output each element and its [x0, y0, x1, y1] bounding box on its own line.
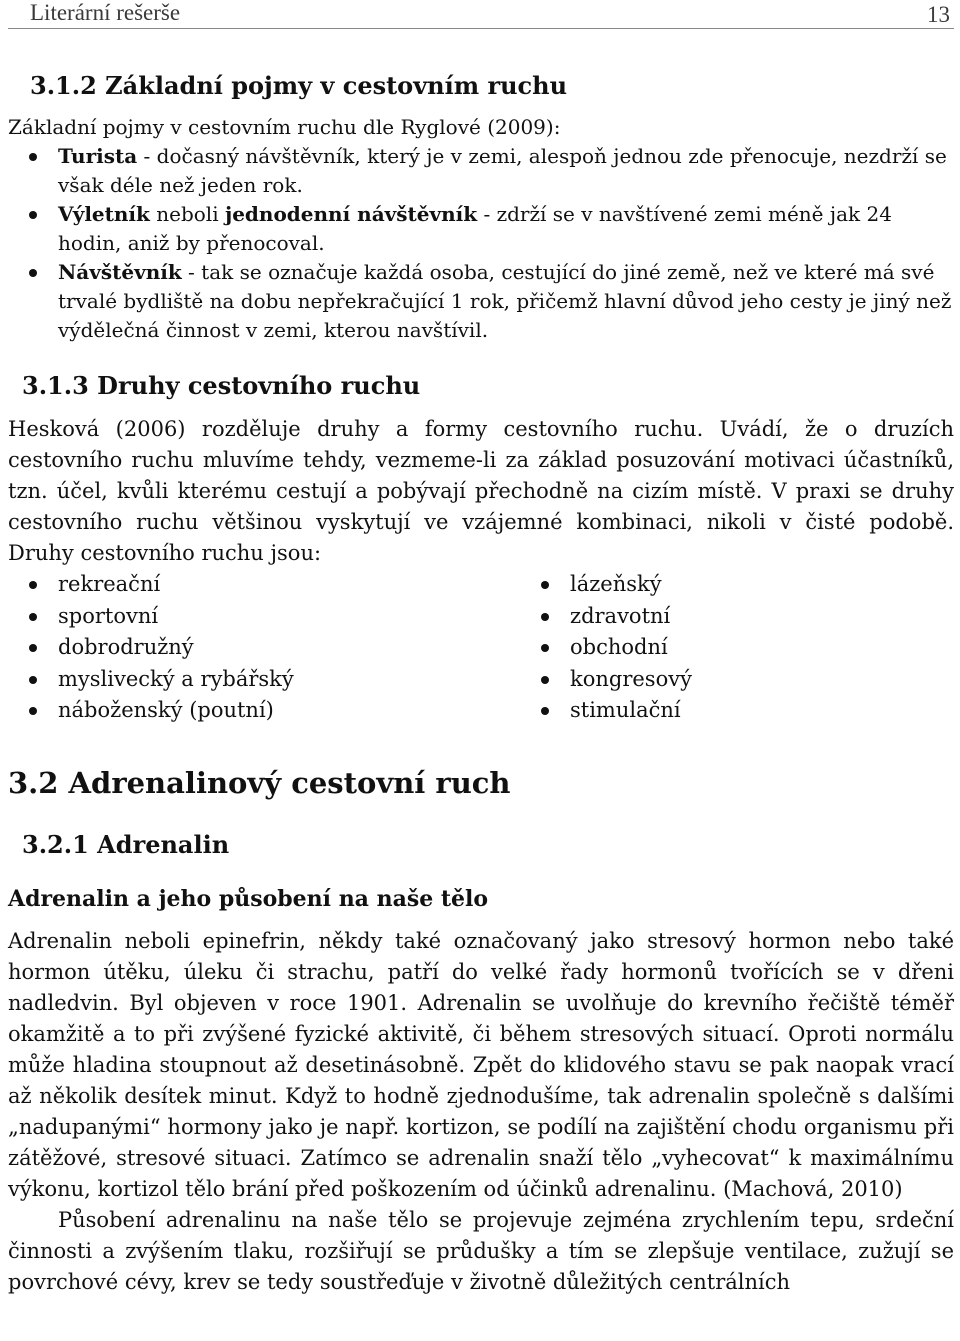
list-item: stimulační — [520, 695, 920, 727]
types-paragraph: Hesková (2006) rozděluje druhy a formy cestovního ruchu. Uvádí, že o druzích cestovního ruchu mluvíme tehdy, vezmeme-li za základ posuzování motivaci účastníků, tzn. účel, kvůli kterému cestují a pobývají přechodně na cizím místě. V praxi se druhy cestovního ruchu většinou vyskytují ve vzájemné kombinaci, nikoli v čisté podobě. Druhy cestovního ruchu jsou: — [8, 417, 954, 565]
definition-text: - zdrží se v navštívené zemi méně jak 24 hodin, aniž by přenocoval. — [58, 202, 892, 255]
types-column-left — [8, 569, 520, 727]
subheading: Adrenalin a jeho působení na naše tělo — [8, 885, 489, 912]
page-number: 13 — [927, 2, 950, 27]
document-page — [8, 0, 954, 1298]
section-heading-3-2: 3.2 Adrenalinový cestovní ruch — [8, 765, 511, 800]
connector-text: neboli — [149, 202, 225, 226]
section-heading-3-1-2: 3.1.2 Základní pojmy v cestovním ruchu — [30, 71, 568, 100]
list-item: obchodní — [520, 632, 920, 664]
term-vyletnik: Výletník — [58, 202, 150, 226]
list-item: lázeňský — [520, 569, 920, 601]
adrenalin-paragraph-1: Adrenalin neboli epinefrin, někdy také označovaný jako stresový hormon nebo také hormon útěku, úleku či strachu, patří do velké řady hormonů tvořících se v dřeni nadledvin. Byl objeven v roce 1901. Adrenalin se uvolňuje do krevního řečiště téměř okamžitě a to při zvýšené fyzické aktivitě, či během stresových situací. Oproti normálu může hladina stoupnout až desetinásobně. Zpět do klidového stavu se pak naopak vrací až několik desítek minut. Když to hodně zjednodušíme, tak adrenalin společně s dalšími „nadupanými“ hormony jako je např. kortizon, se podílí na zajištění chodu organismu při zátěžové, stresové situaci. Zatímco se adrenalin snaží tělo „vyhecovat“ k maximálnímu výkonu, kortizol tělo brání před poškozením od účinků adrenalinu. (Machová, 2010) — [8, 928, 954, 1201]
term-navstevnik: Návštěvník — [58, 260, 182, 284]
running-header — [8, 0, 954, 29]
definition-text: - tak se označuje každá osoba, cestující do jiné země, než ve které má své trvalé bydliště na dobu nepřekračující 1 rok, přičemž hlavní důvod jeho cesty je jiný než výdělečná činnost v zemi, kterou navštívil. — [58, 260, 952, 342]
definitions-list — [8, 142, 954, 345]
list-item: sportovní — [8, 601, 520, 633]
term-turista: Turista — [58, 144, 138, 168]
list-item: rekreační — [8, 569, 520, 601]
definition-text: - dočasný návštěvník, který je v zemi, alespoň jednou zde přenocuje, nezdrží se však déle než jeden rok. — [58, 144, 947, 197]
section-intro: Základní pojmy v cestovním ruchu dle Ryglové (2009): — [8, 115, 561, 139]
section-heading-3-2-1: 3.2.1 Adrenalin — [22, 829, 230, 859]
list-item: myslivecký a rybářský — [8, 664, 520, 696]
list-item: dobrodružný — [8, 632, 520, 664]
list-item: náboženský (poutní) — [8, 695, 520, 727]
section-heading-3-1-3: 3.1.3 Druhy cestovního ruchu — [22, 371, 421, 400]
types-column-right — [520, 569, 920, 727]
term-jednodenni: jednodenní návštěvník — [224, 202, 478, 226]
header-title: Literární rešerše — [30, 0, 181, 25]
list-item — [8, 258, 954, 345]
list-item: kongresový — [520, 664, 920, 696]
adrenalin-paragraph-2: Působení adrenalinu na naše tělo se projevuje zejména zrychlením tepu, srdeční činnosti a zvýšením tlaku, rozšiřují se průdušky a tím se zlepšuje ventilace, zužují se povrchové cévy, krev se tedy soustřeďuje v životně důležitých centrálních — [8, 1207, 954, 1294]
list-item — [8, 200, 954, 258]
types-list — [8, 569, 954, 727]
list-item: zdravotní — [520, 601, 920, 633]
list-item — [8, 142, 954, 200]
